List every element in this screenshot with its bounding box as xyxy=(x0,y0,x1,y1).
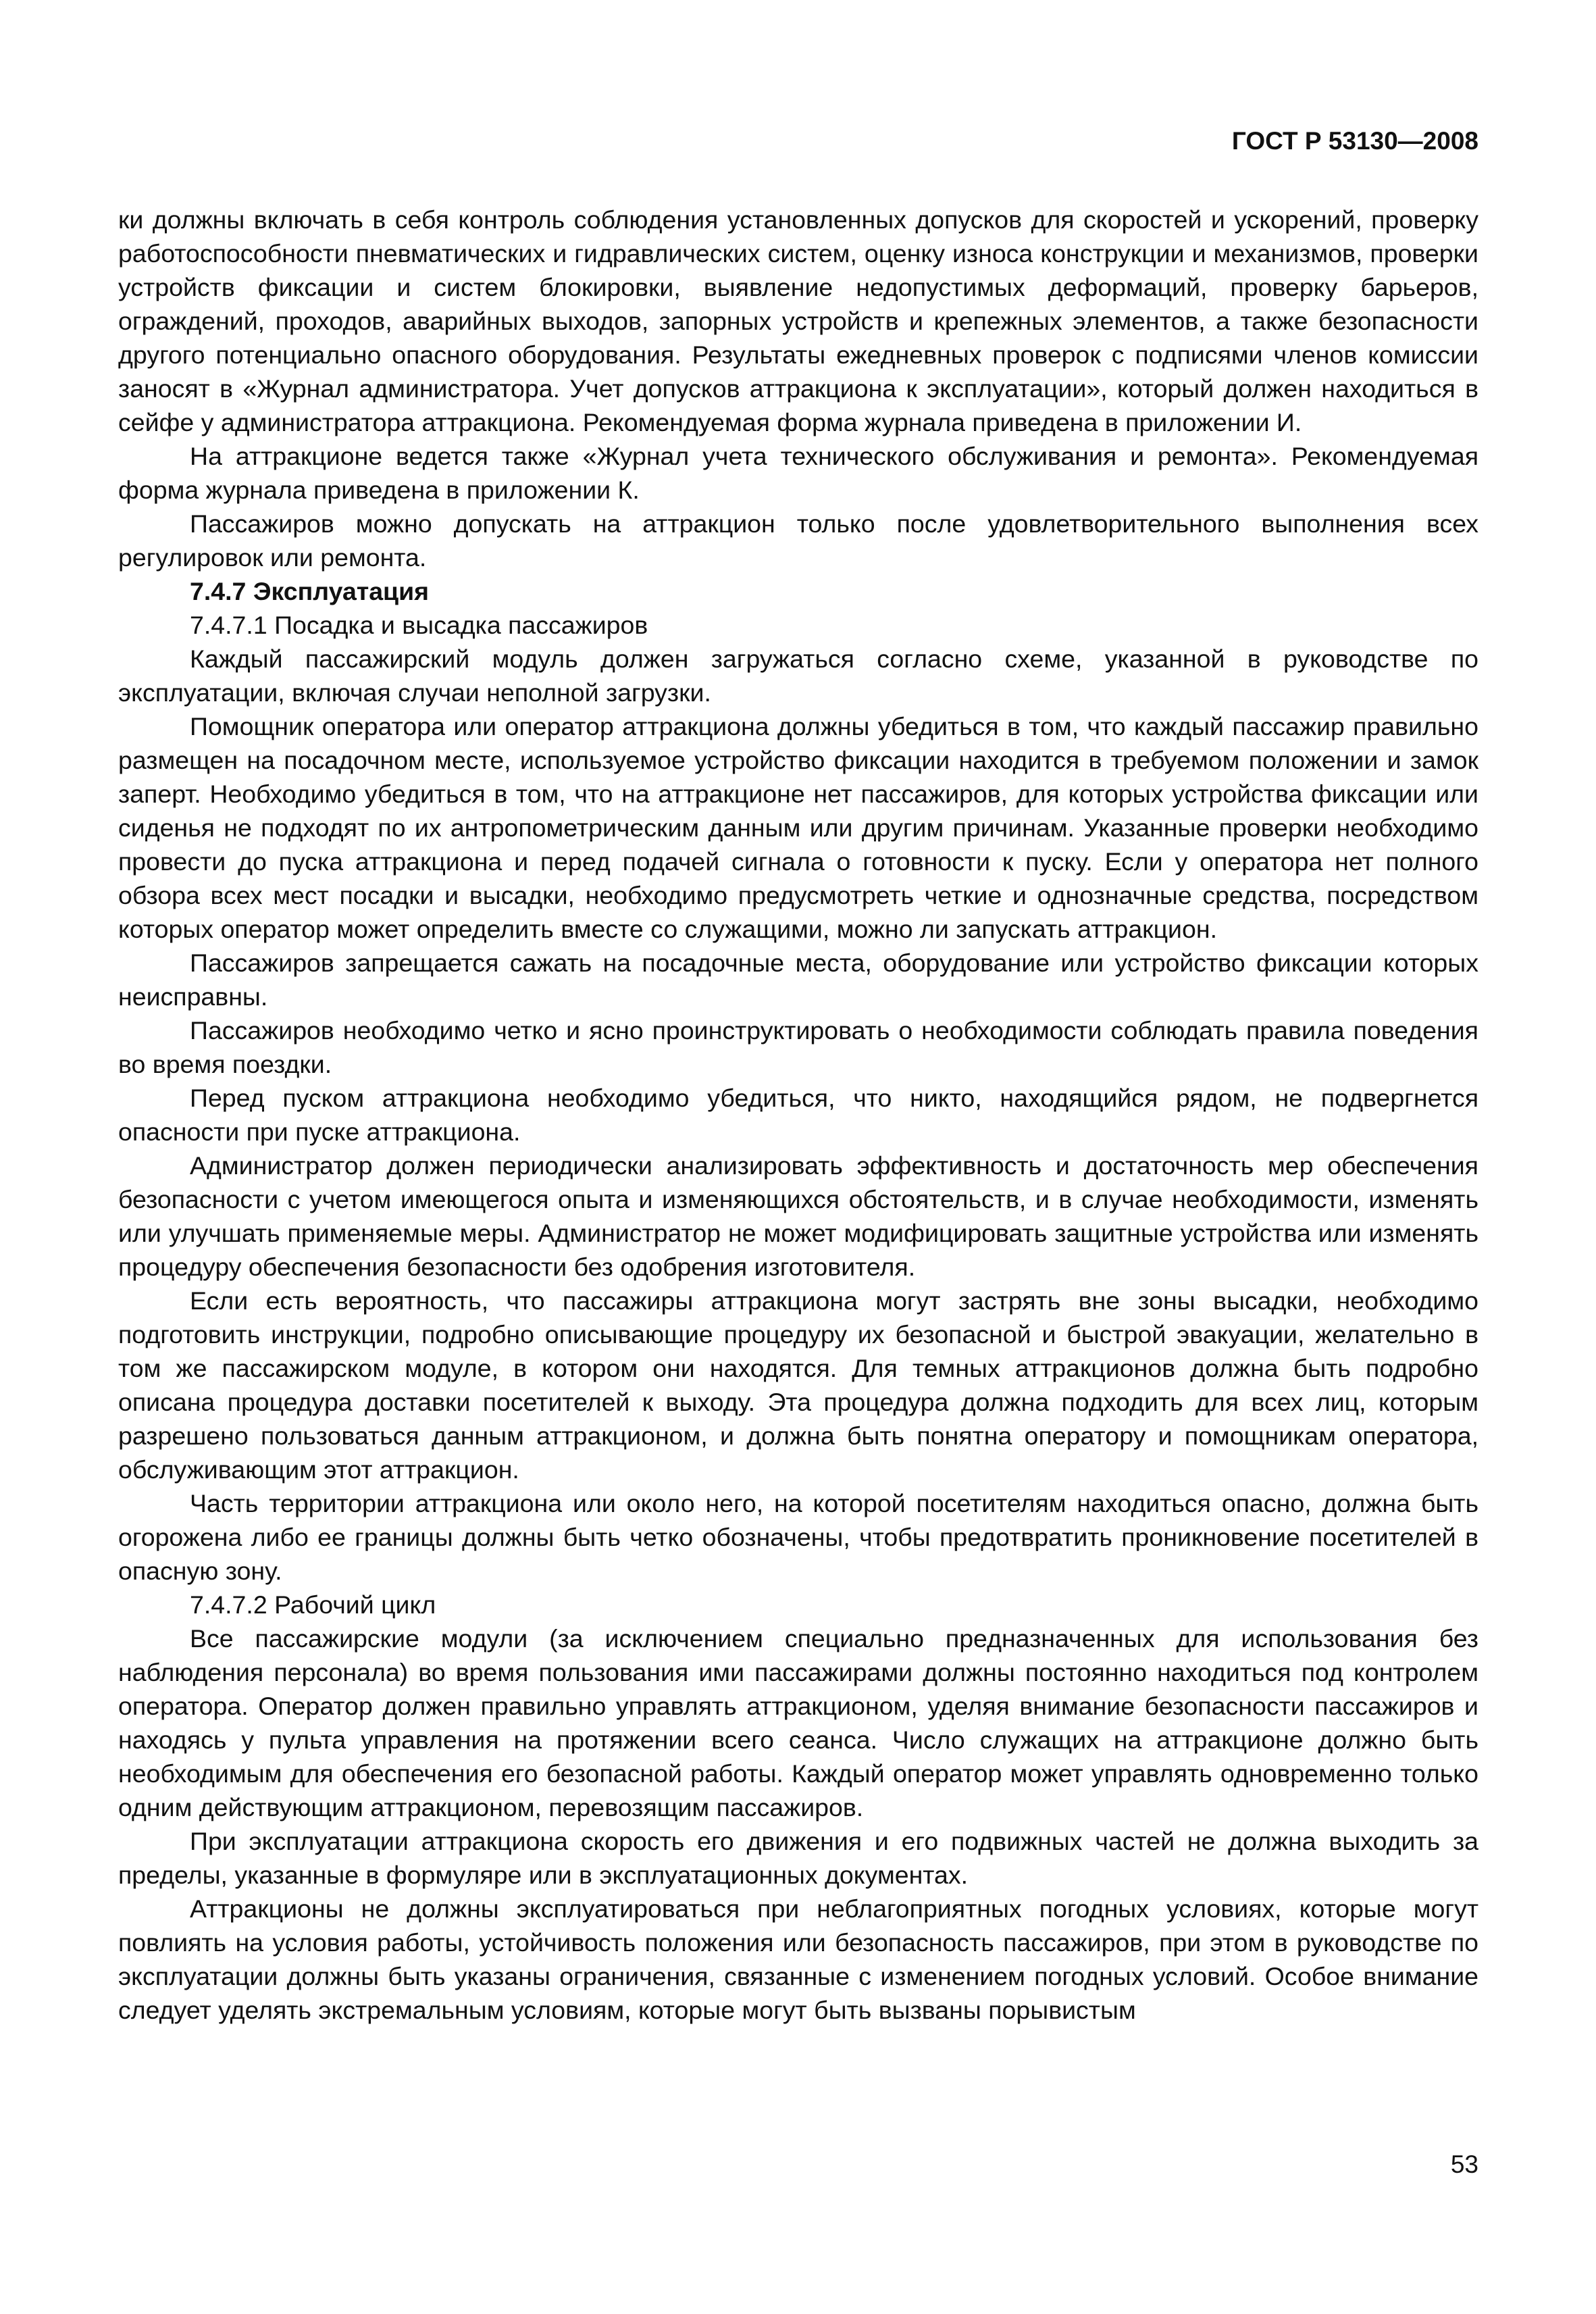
document-header: ГОСТ Р 53130—2008 xyxy=(1231,127,1478,155)
paragraph-operator-control: Все пассажирские модули (за исключением специально предназначенных для использования без наблюдения персонала) во время пользования ими пассажирами должны постоянно находиться под контролем оператора. Оператор должен правильно управлять аттракционом, уделяя внимание безопасности пассажиров и находясь у пульта управления на протяжении всего сеанса. Число служащих на аттракционе должно быть необходимым для обеспечения его безопасной работы. Каждый оператор может управлять одновременно только одним действующим аттракционом, перевозящим пассажиров. xyxy=(118,1624,1478,1821)
paragraph-operator-checks: Помощник оператора или оператор аттракциона должны убедиться в том, что каждый пассажир правильно размещен на посадочном месте, используемое устройство фиксации находится в требуемом положении и замок заперт. Необходимо убедиться в том, что на аттракционе нет пассажиров, для которых устройства фиксации или сиденья не подходят по их антропометрическим данным или другим причинам. Указанные проверки необходимо провести до пуска аттракциона и перед подачей сигнала о готовности к пуску. Если у оператора нет полного обзора всех мест посадки и высадки, необходимо предусмотреть четкие и однозначные средства, посредством которых оператор может определить вместе со служащими, можно ли запускать аттракцион. xyxy=(118,712,1478,943)
paragraph-speed-limits: При эксплуатации аттракциона скорость его движения и его подвижных частей не должна выходить за пределы, указанные в формуляре или в эксплуатационных документах. xyxy=(118,1827,1478,1889)
paragraph-maintenance-log: На аттракционе ведется также «Журнал учета технического обслуживания и ремонта». Рекомендуемая форма журнала приведена в приложении К. xyxy=(118,442,1478,504)
document-body xyxy=(118,203,1478,2027)
paragraph-administrator-review: Администратор должен периодически анализировать эффективность и достаточность мер обеспечения безопасности с учетом имеющегося опыта и изменяющихся обстоятельств, и в случае необходимости, изменять или улучшать применяемые меры. Администратор не может модифицировать защитные устройства или изменять процедуру обеспечения безопасности без одобрения изготовителя. xyxy=(118,1151,1478,1281)
subsection-heading-boarding: 7.4.7.1 Посадка и высадка пассажиров xyxy=(190,611,648,639)
paragraph-danger-zone: Часть территории аттракциона или около него, на которой посетителям находиться опасно, должна быть огорожена либо ее границы должны быть четко обозначены, чтобы предотвратить проникновение посетителей в опасную зону. xyxy=(118,1489,1478,1585)
paragraph-weather-conditions: Аттракционы не должны эксплуатироваться при неблагоприятных погодных условиях, которые могут повлиять на условия работы, устойчивость положения или безопасность пассажиров, при этом в руководстве по эксплуатации должны быть указаны ограничения, связанные с изменением погодных условий. Особое внимание следует уделять экстремальным условиям, которые могут быть вызваны порывистым xyxy=(118,1894,1478,2024)
paragraph-before-start: Перед пуском аттракциона необходимо убедиться, что никто, находящийся рядом, не подвергнется опасности при пуске аттракциона. xyxy=(118,1084,1478,1146)
paragraph-continuation: ки должны включать в себя контроль соблюдения установленных допусков для скоростей и ускорений, проверку работоспособности пневматических и гидравлических систем, оценку износа конструкции и механизмов, проверки устройств фиксации и систем блокировки, выявление недопустимых деформаций, проверку барьеров, ограждений, проходов, аварийных выходов, запорных устройств и крепежных элементов, а также безопасности другого потенциально опасного оборудования. Результаты ежедневных проверок с подписями членов комиссии заносят в «Журнал администратора. Учет допусков аттракциона к эксплуатации», который должен находиться в сейфе у администратора аттракциона. Рекомендуемая форма журнала приведена в приложении И. xyxy=(118,205,1478,436)
paragraph-loading-scheme: Каждый пассажирский модуль должен загружаться согласно схеме, указанной в руководстве по эксплуатации, включая случаи неполной загрузки. xyxy=(118,645,1478,707)
paragraph-evacuation: Если есть вероятность, что пассажиры аттракциона могут застрять вне зоны высадки, необходимо подготовить инструкции, подробно описывающие процедуру их безопасной и быстрой эвакуации, желательно в том же пассажирском модуле, в котором они находятся. Для темных аттракционов должна быть подробно описана процедура доставки посетителей к выходу. Эта процедура должна подходить для всех лиц, которым разрешено пользоваться данным аттракционом, и должна быть понятна оператору и помощникам оператора, обслуживающим этот аттракцион. xyxy=(118,1286,1478,1484)
paragraph-instructions: Пассажиров необходимо четко и ясно проинструктировать о необходимости соблюдать правила поведения во время поездки. xyxy=(118,1016,1478,1078)
paragraph-passenger-admission: Пассажиров можно допускать на аттракцион только после удовлетворительного выполнения всех регулировок или ремонта. xyxy=(118,509,1478,572)
page-number: 53 xyxy=(1450,2150,1478,2178)
section-heading-operation: 7.4.7 Эксплуатация xyxy=(190,577,430,605)
subsection-heading-work-cycle: 7.4.7.2 Рабочий цикл xyxy=(190,1590,436,1619)
paragraph-faulty-seats: Пассажиров запрещается сажать на посадочные места, оборудование или устройство фиксации которых неисправны. xyxy=(118,949,1478,1011)
